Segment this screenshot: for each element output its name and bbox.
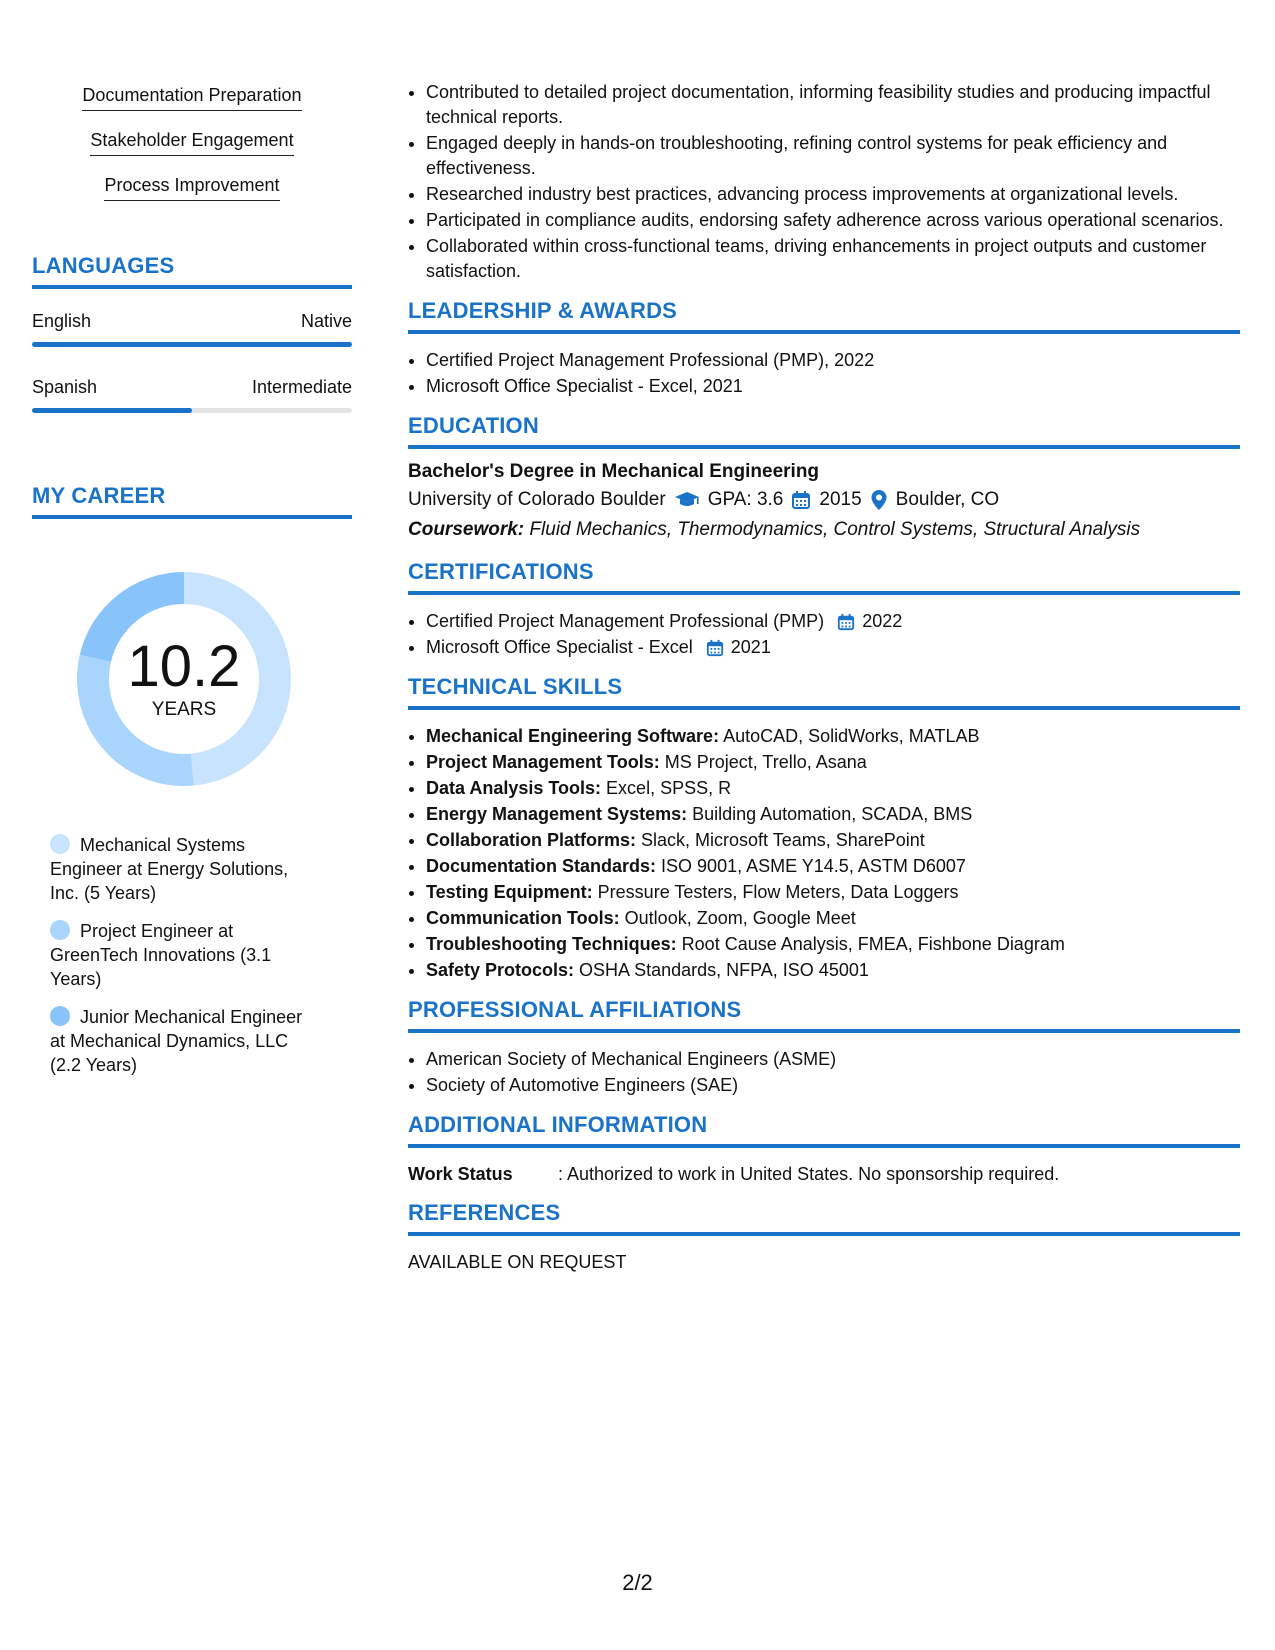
awards-title: LEADERSHIP & AWARDS [408, 298, 1240, 334]
skill-values: Outlook, Zoom, Google Meet [619, 908, 856, 928]
certification-name: Certified Project Management Professional (PMP) [426, 611, 825, 631]
skill-category: Project Management Tools: [426, 752, 660, 772]
certifications-title: CERTIFICATIONS [408, 559, 1240, 595]
technical-skill-item [426, 958, 1240, 983]
skill-values: Slack, Microsoft Teams, SharePoint [636, 830, 925, 850]
additional-info-title: ADDITIONAL INFORMATION [408, 1112, 1240, 1148]
calendar-icon [706, 639, 724, 657]
skill-category: Collaboration Platforms: [426, 830, 637, 850]
references-text: AVAILABLE ON REQUEST [408, 1252, 627, 1272]
language-bar [32, 408, 352, 413]
technical-skill-item [426, 750, 1240, 775]
languages-title: LANGUAGES [32, 253, 352, 289]
skill-values: Building Automation, SCADA, BMS [687, 804, 973, 824]
career-legend-item [50, 1005, 320, 1077]
language-name: English [32, 311, 92, 331]
skill-tag: Stakeholder Engagement [90, 129, 293, 156]
right-column [408, 80, 1240, 1274]
education-title: EDUCATION [408, 413, 1240, 449]
references-section [408, 1200, 1240, 1274]
calendar-icon [837, 613, 855, 631]
skill-tag: Process Improvement [104, 174, 279, 201]
language-level: Native [300, 311, 352, 331]
skill-values: OSHA Standards, NFPA, ISO 45001 [574, 960, 869, 980]
career-legend [50, 833, 320, 1077]
career-legend-label: Junior Mechanical Engineer at Mechanical Dynamics, LLC (2.2 Years) [50, 1007, 303, 1075]
experience-bullet: • Researched industry best practices, advancing process improvements at organizational levels. [426, 182, 1240, 207]
language-bar-fill [32, 408, 192, 413]
left-column [32, 84, 352, 1091]
education-section [408, 413, 1240, 545]
career-legend-label: Mechanical Systems Engineer at Energy Solutions, Inc. (5 Years) [50, 835, 289, 903]
experience-bullets [408, 80, 1240, 284]
award-item: • Microsoft Office Specialist - Excel, 2021 [426, 374, 1240, 399]
skill-category: Safety Protocols: [426, 960, 575, 980]
skill-values: Pressure Testers, Flow Meters, Data Loggers [592, 882, 959, 902]
certification-item [426, 609, 1240, 634]
legend-dot-icon [50, 1006, 70, 1026]
language-row [32, 377, 352, 413]
legend-dot-icon [50, 834, 70, 854]
language-bar-fill [32, 342, 352, 347]
skill-category: Communication Tools: [426, 908, 620, 928]
calendar-icon [791, 490, 811, 510]
work-status-label: Work Status [408, 1164, 513, 1184]
legend-dot-icon [50, 920, 70, 940]
language-row [32, 311, 352, 347]
technical-skill-item [426, 854, 1240, 879]
affiliation-item: • American Society of Mechanical Engineers (ASME) [426, 1047, 1240, 1072]
skill-tags [32, 84, 352, 201]
education-year: 2015 [819, 489, 862, 510]
education-school: University of Colorado Boulder [408, 489, 666, 510]
career-legend-label: Project Engineer at GreenTech Innovations (3.1 Years) [50, 921, 272, 989]
affiliation-item: • Society of Automotive Engineers (SAE) [426, 1073, 1240, 1098]
language-bar [32, 342, 352, 347]
skill-values: Excel, SPSS, R [601, 778, 732, 798]
affiliations-section [408, 997, 1240, 1098]
career-total-unit: YEARS [151, 699, 217, 720]
experience-bullet: • Collaborated within cross-functional teams, driving enhancements in project outputs and customer satisfaction. [426, 234, 1240, 284]
award-item: • Certified Project Management Professional (PMP), 2022 [426, 348, 1240, 373]
skill-category: Data Analysis Tools: [426, 778, 602, 798]
experience-bullet: • Participated in compliance audits, endorsing safety adherence across various operational scenarios. [426, 208, 1240, 233]
education-degree: Bachelor's Degree in Mechanical Engineering [408, 461, 820, 482]
certification-name: Microsoft Office Specialist - Excel [426, 637, 693, 657]
work-status-row [408, 1162, 1240, 1186]
skill-tag: Documentation Preparation [82, 84, 301, 111]
experience-bullet: • Engaged deeply in hands-on troubleshooting, refining control systems for peak efficiency and effectiveness. [426, 131, 1240, 181]
technical-skill-item [426, 724, 1240, 749]
technical-skill-item [426, 906, 1240, 931]
certification-item [426, 635, 1240, 660]
education-location: Boulder, CO [895, 489, 1000, 510]
skill-values: ISO 9001, ASME Y14.5, ASTM D6007 [656, 856, 966, 876]
location-pin-icon [870, 489, 888, 511]
skill-category: Energy Management Systems: [426, 804, 688, 824]
career-title: MY CAREER [32, 483, 352, 519]
certifications-section [408, 559, 1240, 660]
page-number: 2/2 [622, 1570, 653, 1595]
skill-category: Troubleshooting Techniques: [426, 934, 677, 954]
technical-skill-item [426, 802, 1240, 827]
skill-values: AutoCAD, SolidWorks, MATLAB [719, 726, 980, 746]
education-gpa: GPA: 3.6 [707, 489, 784, 510]
experience-bullet: • Contributed to detailed project documentation, informing feasibility studies and producing impactful technical reports. [426, 80, 1240, 130]
career-total-value: 10.2 [127, 634, 241, 699]
career-section [32, 483, 352, 1077]
skill-category: Mechanical Engineering Software: [426, 726, 720, 746]
skill-values: Root Cause Analysis, FMEA, Fishbone Diagram [676, 934, 1065, 954]
technical-skills-section [408, 674, 1240, 983]
skill-values: MS Project, Trello, Asana [659, 752, 867, 772]
technical-skill-item [426, 880, 1240, 905]
affiliations-title: PROFESSIONAL AFFILIATIONS [408, 997, 1240, 1033]
languages-section [32, 253, 352, 413]
coursework-text: Fluid Mechanics, Thermodynamics, Control Systems, Structural Analysis [524, 519, 1141, 540]
technical-skill-item [426, 828, 1240, 853]
education-coursework [408, 515, 1240, 545]
skill-category: Documentation Standards: [426, 856, 657, 876]
awards-section [408, 298, 1240, 399]
additional-info-section [408, 1112, 1240, 1186]
graduation-cap-icon [674, 490, 700, 510]
career-legend-item [50, 833, 320, 905]
technical-skill-item [426, 776, 1240, 801]
certification-year: 2022 [862, 611, 903, 631]
references-title: REFERENCES [408, 1200, 1240, 1236]
coursework-label: Coursework: [408, 519, 525, 540]
education-details [408, 485, 1240, 515]
technical-skill-item [426, 932, 1240, 957]
language-name: Spanish [32, 377, 98, 397]
career-legend-item [50, 919, 320, 991]
technical-skills-title: TECHNICAL SKILLS [408, 674, 1240, 710]
skill-category: Testing Equipment: [426, 882, 593, 902]
certification-year: 2021 [730, 637, 771, 657]
work-status-value: : Authorized to work in United States. No sponsorship required. [558, 1164, 1060, 1184]
career-donut-chart [64, 559, 304, 799]
language-level: Intermediate [251, 377, 352, 397]
